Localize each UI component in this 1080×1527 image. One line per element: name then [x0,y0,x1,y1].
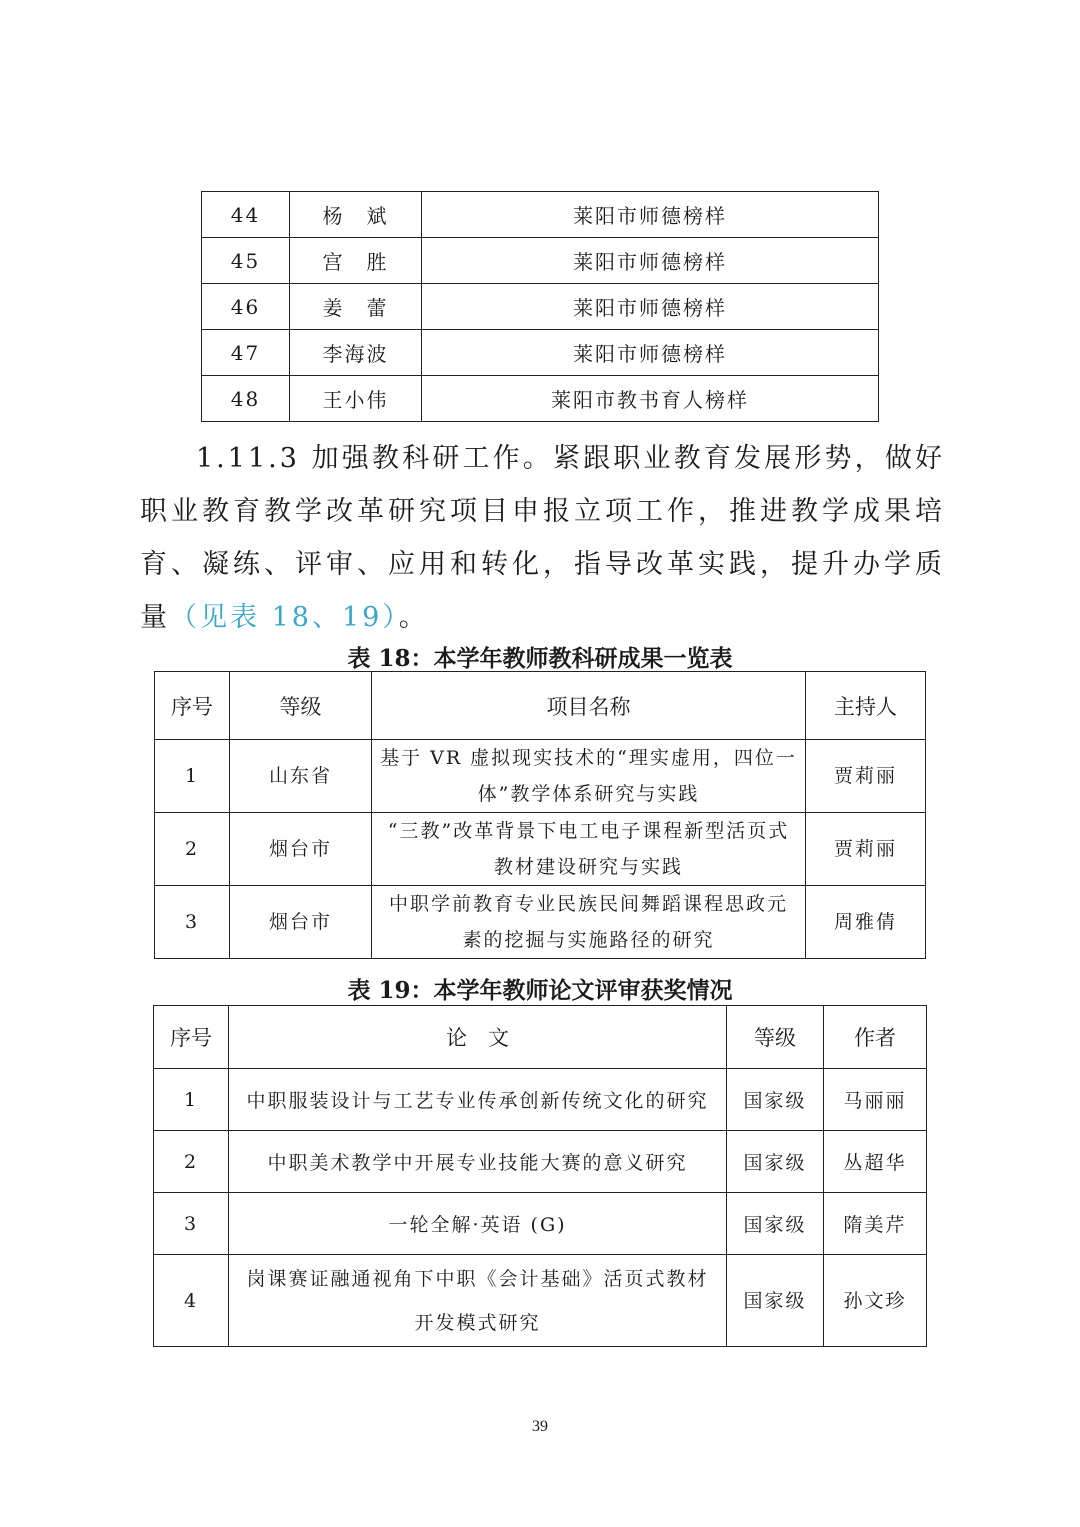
project-host: 贾莉丽 [806,813,926,886]
teacher-name: 杨 斌 [290,192,422,238]
table18-caption: 表 18：本学年教师教科研成果一览表 [347,645,733,672]
header-project: 项目名称 [372,672,806,740]
honor-title: 莱阳市师德榜样 [422,330,879,376]
paper-author: 马丽丽 [824,1069,927,1131]
award-level: 国家级 [727,1193,824,1255]
teacher-name: 王小伟 [290,376,422,422]
row-number: 45 [202,238,290,284]
honor-list-table-continued [201,191,879,422]
row-number: 3 [155,886,230,959]
table-row [155,813,926,886]
award-level: 国家级 [727,1069,824,1131]
row-number: 4 [154,1255,229,1347]
row-number: 3 [154,1193,229,1255]
row-number: 48 [202,376,290,422]
paper-awards-table [153,1005,927,1347]
paragraph-end: 。 [398,602,429,633]
paper-title: 中职美术教学中开展专业技能大赛的意义研究 [229,1131,727,1193]
honor-title: 莱阳市教书育人榜样 [422,376,879,422]
project-level: 烟台市 [230,813,372,886]
table-row [154,1131,927,1193]
paper-author: 丛超华 [824,1131,927,1193]
table-row [202,376,879,422]
paragraph-text: 1.11.3 加强教科研工作。紧跟职业教育发展形势，做好职业教育教学改革研究项目申报立项工作，推进教学成果培育、凝练、评审、应用和转化，指导改革实践，提升办学质量 [140,443,945,633]
project-name: 中职学前教育专业民族民间舞蹈课程思政元素的挖掘与实施路径的研究 [372,886,806,959]
honor-title: 莱阳市师德榜样 [422,238,879,284]
project-name: 基于 VR 虚拟现实技术的“理实虚用，四位一体”教学体系研究与实践 [372,740,806,813]
project-host: 周雅倩 [806,886,926,959]
table-reference-link[interactable]: （见表 18、19） [170,602,399,633]
table-row [202,330,879,376]
body-paragraph [140,432,945,644]
project-level: 烟台市 [230,886,372,959]
honor-title: 莱阳市师德榜样 [422,192,879,238]
teacher-name: 宫 胜 [290,238,422,284]
award-level: 国家级 [727,1131,824,1193]
row-number: 1 [154,1069,229,1131]
project-host: 贾莉丽 [806,740,926,813]
table-header-row [155,672,926,740]
paper-title: 岗课赛证融通视角下中职《会计基础》活页式教材开发模式研究 [229,1255,727,1347]
table-row [202,284,879,330]
row-number: 47 [202,330,290,376]
table-row [202,192,879,238]
table-row [202,238,879,284]
table-row [155,740,926,813]
teacher-name: 姜 蕾 [290,284,422,330]
header-number: 序号 [155,672,230,740]
header-author: 作者 [824,1006,927,1069]
page-number: 39 [532,1418,548,1435]
award-level: 国家级 [727,1255,824,1347]
row-number: 2 [155,813,230,886]
honor-title: 莱阳市师德榜样 [422,284,879,330]
header-paper: 论 文 [229,1006,727,1069]
project-name: “三教”改革背景下电工电子课程新型活页式教材建设研究与实践 [372,813,806,886]
row-number: 46 [202,284,290,330]
header-host: 主持人 [806,672,926,740]
row-number: 1 [155,740,230,813]
project-level: 山东省 [230,740,372,813]
row-number: 44 [202,192,290,238]
header-level: 等级 [230,672,372,740]
teacher-name: 李海波 [290,330,422,376]
paper-title: 中职服装设计与工艺专业传承创新传统文化的研究 [229,1069,727,1131]
table-row [155,886,926,959]
research-results-table [154,671,926,959]
table-row [154,1193,927,1255]
header-level: 等级 [727,1006,824,1069]
table-row [154,1255,927,1347]
table19-caption: 表 19：本学年教师论文评审获奖情况 [347,977,733,1004]
paper-title: 一轮全解·英语 (G) [229,1193,727,1255]
header-number: 序号 [154,1006,229,1069]
row-number: 2 [154,1131,229,1193]
paper-author: 孙文珍 [824,1255,927,1347]
table-row [154,1069,927,1131]
paper-author: 隋美芹 [824,1193,927,1255]
table-header-row [154,1006,927,1069]
